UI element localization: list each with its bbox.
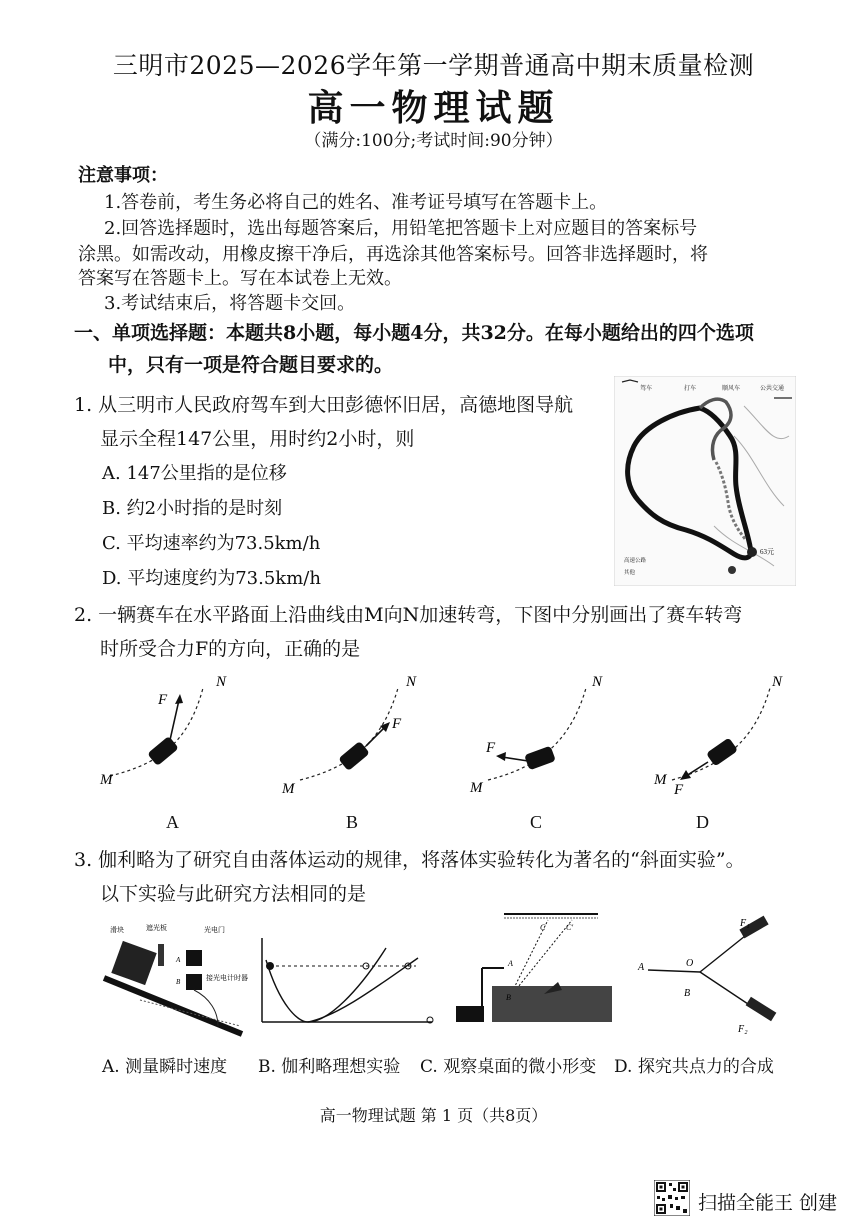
map-tab: 公共交通 (760, 386, 785, 392)
fig-d-label: F₁ (740, 918, 750, 929)
exam-subtitle: （满分:100分;考试时间:90分钟） (304, 131, 563, 151)
fig-a-label: B (176, 978, 181, 986)
force-label: F (486, 740, 496, 756)
race-car-icon (147, 736, 179, 766)
question-2-stem: 2. 一辆赛车在水平路面上沿曲线由M向N加速转弯，下图中分别画出了赛车转弯 (74, 604, 743, 626)
notice-line: 3.考试结束后，将答题卡交回。 (104, 293, 356, 314)
map-legend: 其他 (624, 570, 636, 576)
question-1-option-a: A. 147公里指的是位移 (102, 463, 287, 484)
question-2-stem-cont: 时所受合力F的方向，正确的是 (100, 638, 361, 660)
fig-a-label: 滑块 (110, 926, 124, 934)
race-car-icon (706, 737, 738, 766)
qr-code-icon (654, 1180, 690, 1216)
diagram-b (274, 668, 444, 798)
figure-c-table-deformation (448, 908, 618, 1036)
section-heading: 一、单项选择题：本题共8小题，每小题4分，共32分。在每小题给出的四个选项 (74, 322, 754, 344)
navigation-map-image (614, 376, 796, 586)
force-label: F (674, 782, 684, 798)
notice-line: 1.答卷前，考生务必将自己的姓名、准考证号填写在答题卡上。 (104, 192, 608, 213)
exam-header: 三明市2025—2026学年第一学期普通高中期末质量检测 (112, 51, 755, 80)
point-m-label: M (100, 772, 113, 788)
map-legend: 高速公路 (624, 558, 647, 564)
diagram-c-label: C (530, 812, 543, 832)
diagram-b-label: B (346, 812, 359, 832)
question-1-option-d: D. 平均速度约为73.5km/h (102, 568, 321, 589)
force-label: F (392, 716, 402, 732)
diagram-c (460, 668, 630, 798)
fig-a-label: A (176, 956, 181, 964)
notice-line: 2.回答选择题时，选出每题答案后，用铅笔把答题卡上对应题目的答案标号 (104, 218, 698, 239)
point-m-label: M (654, 772, 667, 788)
question-1-option-b: B. 约2小时指的是时刻 (102, 498, 283, 519)
point-n-label: N (592, 674, 603, 690)
figure-b-caption: B. 伽利略理想实验 (258, 1057, 401, 1077)
question-3-stem: 3. 伽利略为了研究自由落体运动的规律，将落体实验转化为著名的“斜面实验”。 (74, 849, 745, 871)
notice-heading: 注意事项： (78, 165, 168, 186)
figure-d-caption: D. 探究共点力的合成 (614, 1057, 774, 1077)
point-n-label: N (216, 674, 227, 690)
fig-c-label: C (540, 923, 546, 932)
force-label: F (158, 692, 168, 708)
point-n-label: N (406, 674, 417, 690)
map-tab: 顺风车 (722, 386, 741, 392)
fig-d-label: F₂ (738, 1024, 748, 1035)
exam-title: 高一物理试题 (307, 87, 560, 129)
diagram-a (88, 668, 258, 798)
question-1-stem: 1. 从三明市人民政府驾车到大田彭德怀旧居，高德地图导航 (74, 394, 574, 416)
fig-a-label: 遮光板 (146, 924, 167, 932)
figure-c-caption: C. 观察桌面的微小形变 (420, 1057, 597, 1077)
race-car-icon (524, 746, 556, 771)
question-1-stem-cont: 显示全程147公里，用时约2小时，则 (100, 428, 415, 450)
diagram-d-label: D (696, 812, 709, 832)
question-3-stem-cont: 以下实验与此研究方法相同的是 (100, 883, 367, 905)
notice-line: 答案写在答题卡上。写在本试卷上无效。 (78, 268, 402, 289)
point-m-label: M (470, 780, 483, 796)
fig-c-label: C′ (566, 923, 574, 932)
map-tab: 打车 (684, 386, 697, 392)
diagram-a-label: A (166, 812, 179, 832)
figure-b-ideal-experiment (258, 916, 438, 1038)
question-1-option-c: C. 平均速率约为73.5km/h (102, 533, 321, 554)
point-n-label: N (772, 674, 783, 690)
notice-line: 涂黑。如需改动，用橡皮擦干净后，再选涂其他答案标号。回答非选择题时，将 (78, 244, 708, 265)
figure-a-caption: A. 测量瞬时速度 (102, 1057, 228, 1077)
map-price: 63元 (760, 548, 774, 556)
fig-a-label: 光电门 (204, 926, 225, 934)
point-m-label: M (282, 781, 295, 797)
race-car-icon (338, 741, 370, 771)
figure-a-photogate (100, 916, 250, 1038)
fig-d-label: A (638, 962, 645, 973)
scanner-brand: 扫描全能王 创建 (698, 1192, 838, 1214)
fig-d-label: B (684, 988, 691, 999)
section-heading-cont: 中，只有一项是符合题目要求的。 (108, 354, 394, 376)
fig-d-label: O (686, 958, 694, 969)
map-tab: 驾车 (640, 386, 653, 392)
diagram-d (646, 668, 816, 798)
page-footer: 高一物理试题 第 1 页（共8页） (319, 1106, 548, 1125)
fig-a-label: 接光电计时器 (206, 974, 248, 982)
fig-c-label: B (506, 993, 511, 1002)
figure-d-force-composition (630, 912, 790, 1038)
fig-c-label: A (508, 959, 513, 968)
